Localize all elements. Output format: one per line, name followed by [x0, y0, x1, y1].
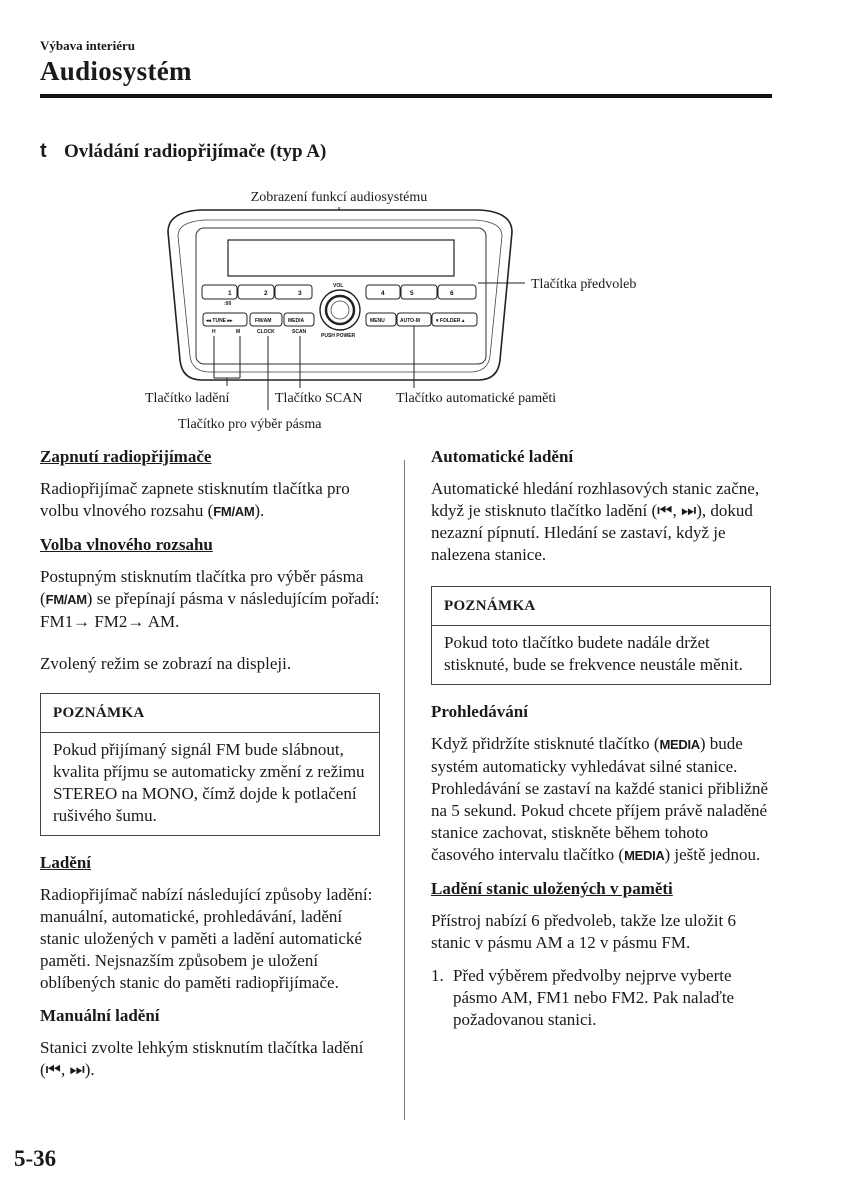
media-key: MEDIA	[659, 737, 700, 752]
tuning-text: Radiopřijímač nabízí následující způsoby ladění: manuální, automatické, prohledávání, ladění stanic uložených v paměti a ladění automatické paměti. Nejsnazším způsobem je uložení oblíbených stanic do paměti radiopřijímače.	[40, 885, 373, 992]
steps-list	[431, 965, 771, 1031]
page-title: Audiosystém	[40, 56, 192, 86]
power-text: Radiopřijímač zapnete stisknutím tlačítka pro volbu vlnového rozsahu (FM/AM).	[40, 479, 350, 520]
manual-text: Stanici zvolte lehkým stisknutím tlačítka ladění (⏮, ⏭).	[40, 1038, 364, 1079]
callout-presets: Tlačítka předvoleb	[531, 277, 637, 292]
manual-heading: Manuální ladění	[40, 1006, 160, 1025]
preset-sub-label: :00	[224, 301, 232, 307]
memory-heading: Ladění stanic uložených v paměti	[431, 879, 673, 898]
band-text-2: Zvolený režim se zobrazí na displeji.	[40, 654, 292, 673]
preset-1-label: 1	[228, 290, 232, 297]
list-item	[431, 965, 771, 1031]
radio-panel-diagram	[0, 0, 845, 440]
auto-heading: Automatické ladění	[431, 447, 574, 466]
tune-h-label: H	[212, 329, 216, 335]
preset-5-label: 5	[410, 290, 414, 297]
clock-label: CLOCK	[257, 329, 275, 335]
memory-text: Přístroj nabízí 6 předvoleb, takže lze uložit 6 stanic v pásmu AM a 12 v pásmu FM.	[431, 911, 736, 952]
callout-scan: Tlačítko SCAN	[275, 391, 363, 406]
callout-tune: Tlačítko ladění	[145, 391, 230, 406]
tuning-heading: Ladění	[40, 853, 92, 872]
push-power-label: PUSH POWER	[321, 333, 356, 339]
preset-3-label: 3	[298, 290, 302, 297]
band-heading: Volba vlnového rozsahu	[40, 535, 213, 554]
audio-display	[228, 240, 454, 276]
note-box	[40, 693, 380, 836]
heading-marker: t	[40, 140, 47, 162]
tune-button-label: ◂◂ TUNE ▸▸	[206, 318, 233, 324]
fmam-button-label: FM/AM	[255, 318, 272, 324]
tune-m-label: M	[236, 329, 241, 335]
fmam-key: FM/AM	[213, 504, 255, 519]
menu-button-label: MENU	[370, 318, 385, 324]
preset-6-label: 6	[450, 290, 454, 297]
media-key: MEDIA	[624, 848, 665, 863]
step-number: 1.	[431, 966, 444, 985]
automem-button-label: AUTO-M	[400, 318, 420, 324]
section-label: Výbava interiéru	[40, 38, 135, 53]
page-number: 5-36	[14, 1146, 57, 1171]
note-text: Pokud toto tlačítko budete nadále držet stisknuté, bude se frekvence neustále měnit.	[444, 633, 743, 674]
scan-label: SCAN	[292, 329, 307, 335]
note-title: POZNÁMKA	[432, 587, 770, 626]
note-box	[431, 586, 771, 685]
scan-text: Když přidržíte stisknuté tlačítko (MEDIA) bude systém automaticky vyhledávat silné stanice. Prohledávání se zastaví na každé stanici přibližně na 5 sekund. Pokud chcete příjem právě naladěné stanice zachovat, stiskněte během tohoto časového intervalu tlačítko (MEDIA) ještě jednou.	[431, 734, 769, 864]
scan-heading: Prohledávání	[431, 702, 528, 721]
right-column	[431, 446, 771, 1031]
column-divider	[404, 460, 405, 1120]
callout-automemory: Tlačítko automatické paměti	[396, 391, 557, 406]
band-text: Postupným stisknutím tlačítka pro výběr pásma (FM/AM) se přepínají pásma v následujícím pořadí: FM1→ FM2→ AM.	[40, 567, 380, 631]
preset-2-label: 2	[264, 290, 268, 297]
preset-4-label: 4	[381, 290, 385, 297]
note-title: POZNÁMKA	[41, 694, 379, 733]
step-text: Před výběrem předvolby nejprve vyberte pásmo AM, FM1 nebo FM2. Pak nalaďte požadovanou stanici.	[453, 966, 735, 1029]
preset-buttons-right[interactable]	[366, 285, 476, 299]
left-column	[40, 446, 380, 1092]
callout-display: Zobrazení funkcí audiosystému	[250, 190, 428, 205]
menu-automem-folder-buttons[interactable]	[366, 313, 477, 326]
folder-button-label: ▾ FOLDER ▴	[436, 318, 465, 324]
vol-label: VOL	[333, 283, 344, 289]
power-heading: Zapnutí radiopřijímače	[40, 447, 212, 466]
auto-text: Automatické hledání rozhlasových stanic začne, když je stisknuto tlačítko ladění (⏮, ⏭), dokud nezazní pípnutí. Hledání se zastaví, když je nalezena stanice.	[431, 479, 760, 564]
fmam-key: FM/AM	[45, 592, 87, 607]
media-button-label: MEDIA	[288, 318, 305, 324]
section-heading: Ovládání radiopřijímače (typ A)	[64, 141, 327, 162]
note-text: Pokud přijímaný signál FM bude slábnout, kvalita příjmu se automaticky změní z režimu STEREO na MONO, čímž dojde k potlačení rušivého šumu.	[53, 740, 365, 825]
callout-band: Tlačítko pro výběr pásma	[178, 417, 322, 432]
